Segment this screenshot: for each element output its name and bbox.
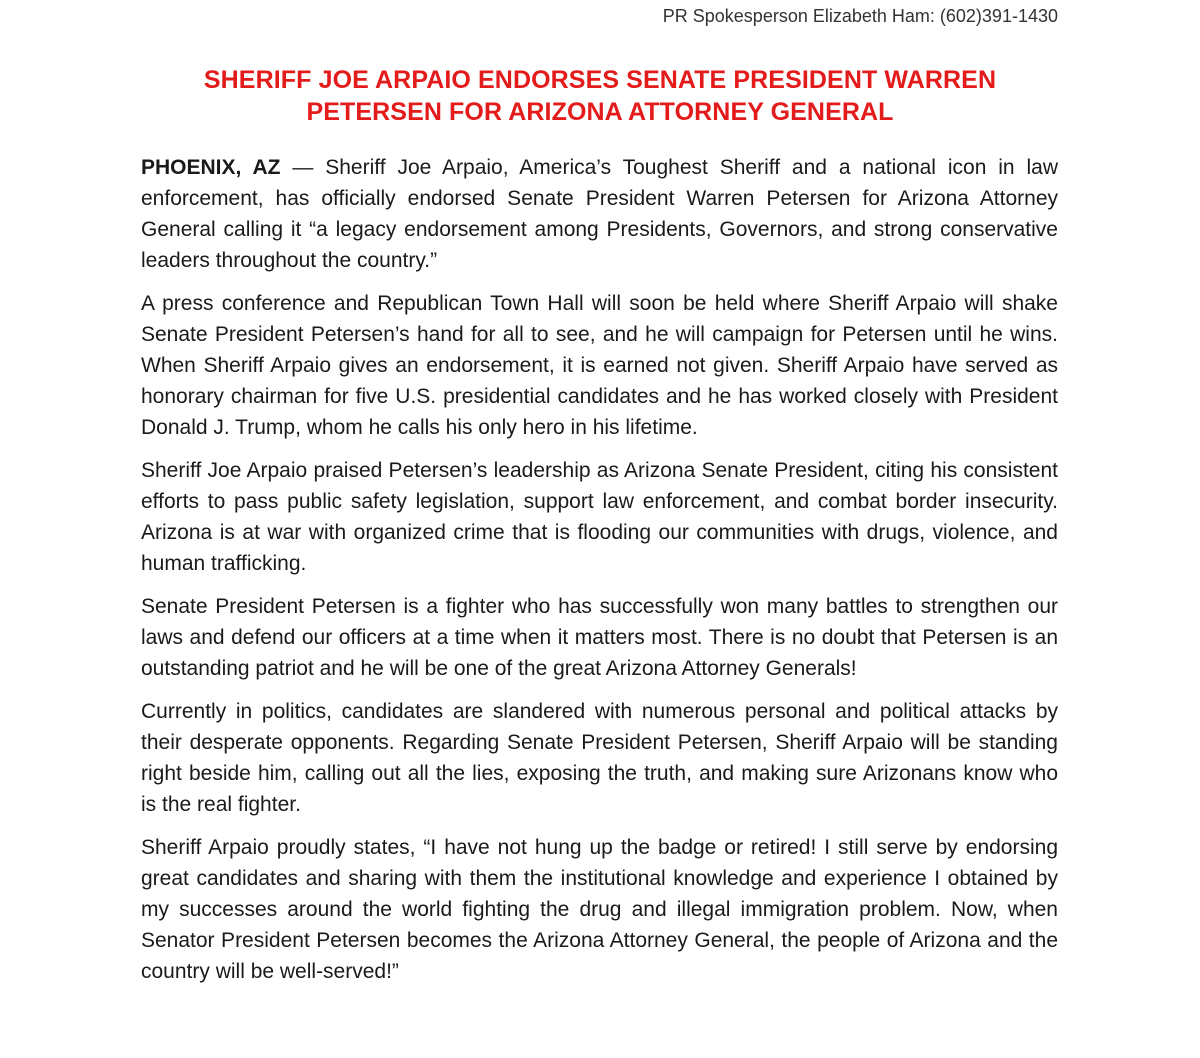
- press-release-headline: [140, 64, 1060, 128]
- paragraph-quote: Sheriff Arpaio proudly states, “I have not hung up the badge or retired! I still serve by endorsing great candidates and sharing with them the institutional knowledge and experience I obtained by my successes around the world fighting the drug and illegal immigration problem. Now, when Senator President Petersen becomes the Arizona Attorney General, the people of Arizona and the country will be well-served!”: [141, 836, 1058, 983]
- lead-paragraph: [141, 152, 1058, 276]
- paragraph-leadership-praise: Sheriff Joe Arpaio praised Petersen’s leadership as Arizona Senate President, citing his consistent efforts to pass public safety legislation, support law enforcement, and combat border insecurity. Arizona is at war with organized crime that is flooding our communities with drugs, violence, and human trafficking.: [141, 459, 1058, 575]
- paragraph-fighter: Senate President Petersen is a fighter who has successfully won many battles to strengthen our laws and defend our officers at a time when it matters most. There is no doubt that Petersen is an outstanding patriot and he will be one of the great Arizona Attorney Generals!: [141, 595, 1058, 680]
- spokesperson-contact: PR Spokesperson Elizabeth Ham: (602)391-1430: [662, 6, 1058, 26]
- dateline: PHOENIX, AZ: [141, 156, 281, 179]
- paragraph-politics: Currently in politics, candidates are slandered with numerous personal and political attacks by their desperate opponents. Regarding Senate President Petersen, Sheriff Arpaio will be standing right beside him, calling out all the lies, exposing the truth, and making sure Arizonans know who is the real fighter.: [141, 700, 1058, 816]
- article-body: [141, 152, 1058, 999]
- headline-line-1: SHERIFF JOE ARPAIO ENDORSES SENATE PRESIDENT WARREN: [203, 66, 997, 94]
- paragraph-press-conference: A press conference and Republican Town Hall will soon be held where Sheriff Arpaio will shake Senate President Petersen’s hand for all to see, and he will campaign for Petersen until he wins. When Sheriff Arpaio gives an endorsement, it is earned not given. Sheriff Arpaio have served as honorary chairman for five U.S. presidential candidates and he has worked closely with President Donald J. Trump, whom he calls his only hero in his lifetime.: [141, 292, 1058, 439]
- lead-text: — Sheriff Joe Arpaio, America’s Toughest Sheriff and a national icon in law enforcement, has officially endorsed Senate President Warren Petersen for Arizona Attorney General calling it “a legacy endorsement among Presidents, Governors, and strong conservative leaders throughout the country.”: [141, 156, 1059, 272]
- headline-line-2: PETERSEN FOR ARIZONA ATTORNEY GENERAL: [306, 98, 894, 126]
